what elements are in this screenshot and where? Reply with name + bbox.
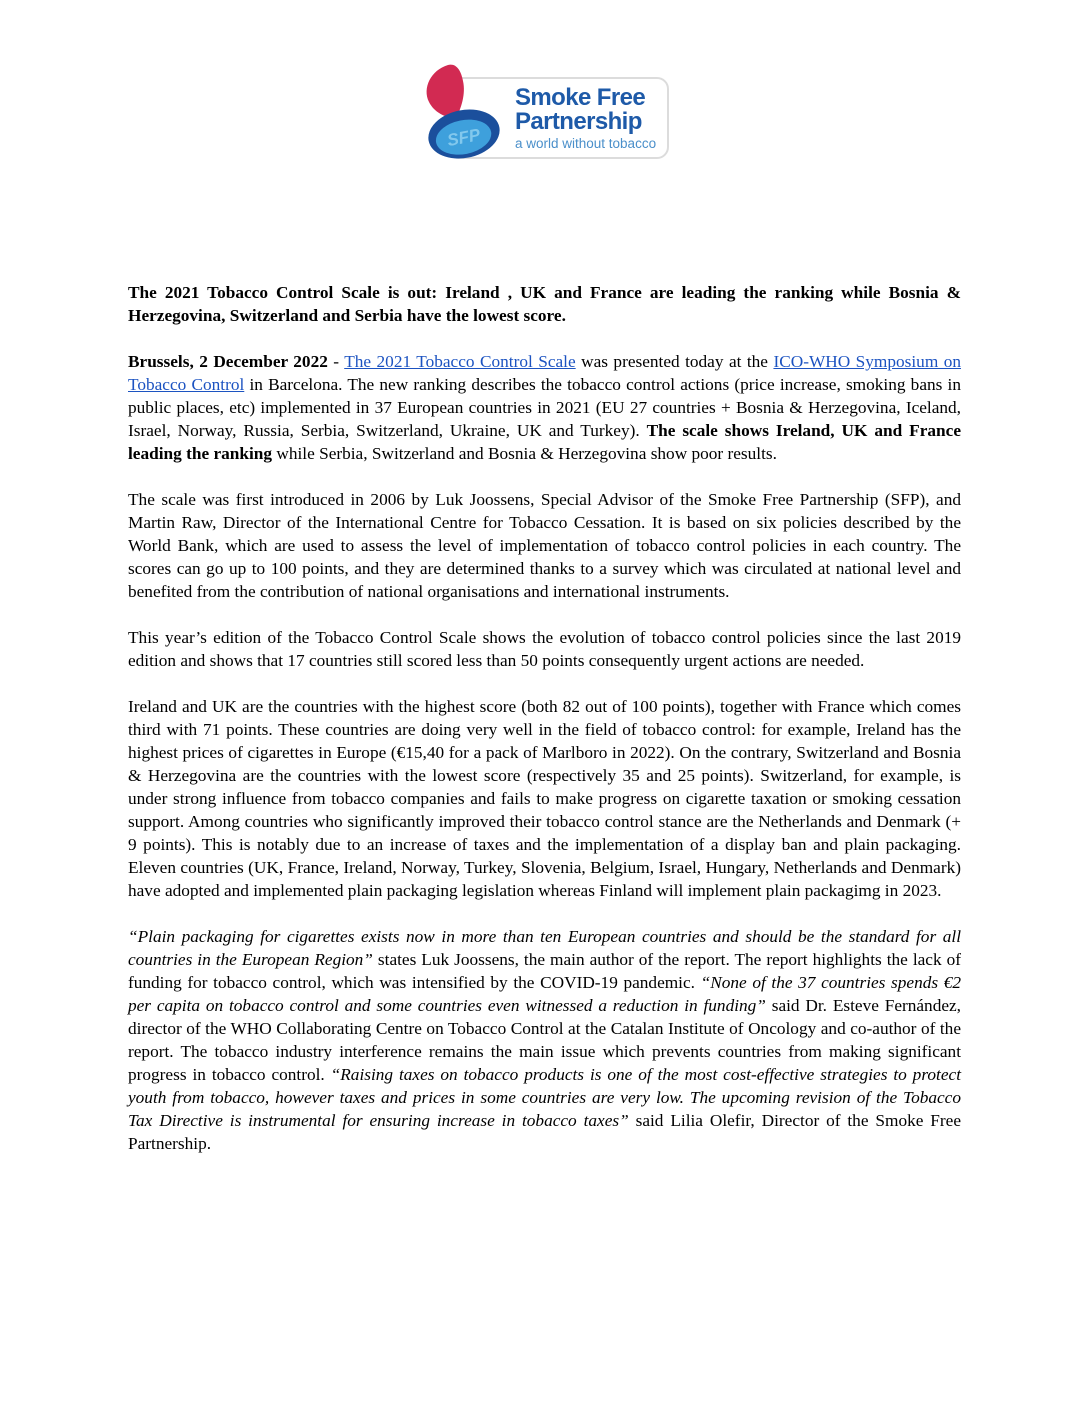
paragraph: [128, 925, 961, 1155]
text-span: while Serbia, Switzerland and Bosnia & Herzegovina show poor results.: [272, 444, 777, 463]
text-span: “None of the 37 countries spends €2 per capita on tobacco control and some countries even witnessed a reduction in funding”: [128, 973, 961, 1015]
sfp-logo: [417, 62, 671, 164]
document-body: [128, 281, 961, 1178]
text-span: “Plain packaging for cigarettes exists now in more than ten European countries and should be the standard for all countries in the European Region”: [128, 927, 961, 969]
text-span: This year’s edition of the Tobacco Control Scale shows the evolution of tobacco control policies since the last 2019 edition and shows that 17 countries still scored less than 50 points consequently urgent actions are needed.: [128, 628, 961, 670]
text-link[interactable]: ICO-WHO Symposium on Tobacco Control: [128, 352, 961, 394]
text-span: said Lilia Olefir, Director of the Smoke Free Partnership.: [128, 1111, 961, 1153]
text-span: Ireland and UK are the countries with the highest score (both 82 out of 100 points), together with France which comes third with 71 points. These countries are doing very well in the field of tobacco control: for example, Ireland has the highest prices of cigarettes in Europe (€15,40 for a pack of Marlboro in 2022). On the contrary, Switzerland and Bosnia & Herzegovina are the countries with the lowest score (respectively 35 and 25 points). Switzerland, for example, is under strong influence from tobacco companies and fails to make progress on cigarette taxation or smoking cessation support. Among countries who significantly improved their tobacco control stance are the Netherlands and Denmark (+ 9 points). This is notably due to an increase of taxes and the implementation of a display ban and plain packaging. Eleven countries (UK, France, Ireland, Norway, Turkey, Slovenia, Belgium, Israel, Hungary, Netherlands and Denmark) have adopted and implemented plain packaging legislation whereas Finland will implement plain packagimg in 2023.: [128, 697, 961, 900]
text-span: was presented today at the: [575, 352, 774, 371]
text-link[interactable]: The 2021 Tobacco Control Scale: [344, 352, 576, 371]
text-span: states Luk Joossens, the main author of the report. The report highlights the lack of funding for tobacco control, which was intensified by the COVID-19 pandemic.: [128, 950, 961, 992]
logo-tagline: a world without tobacco: [515, 135, 657, 151]
document-heading: The 2021 Tobacco Control Scale is out: Ireland , UK and France are leading the ranking while Bosnia & Herzegovina, Switzerland and Serbia have the lowest score.: [128, 283, 961, 325]
paragraphs-container: [128, 350, 961, 1155]
text-span: “Raising taxes on tobacco products is one of the most cost-effective strategies to protect youth from tobacco, however taxes and prices in some countries are very low. The upcoming revision of the Tobacco Tax Directive is instrumental for ensuring increase in tobacco taxes”: [128, 1065, 961, 1130]
text-span: in Barcelona. The new ranking describes the tobacco control actions (price increase, smoking bans in public places, etc) implemented in 37 European countries in 2021 (EU 27 countries + Bosnia & Herzegovina, Iceland, Israel, Norway, Russia, Serbia, Switzerland, Ukraine, UK and Turkey).: [128, 375, 961, 440]
text-span: Brussels, 2 December 2022: [128, 352, 328, 371]
paragraph: [128, 488, 961, 603]
text-span: The scale shows Ireland, UK and France leading the ranking: [128, 421, 961, 463]
text-span: -: [327, 352, 345, 371]
paragraph: [128, 350, 961, 465]
text-span: said Dr. Esteve Fernández, director of the WHO Collaborating Centre on Tobacco Control at the Catalan Institute of Oncology and co-author of the report. The tobacco industry interference remains the main issue which prevents countries from making significant progress in tobacco control.: [128, 996, 961, 1084]
stamp-sfp-text: SFP: [445, 125, 482, 151]
stamp-icon: [417, 62, 509, 162]
logo-title-line1: Smoke Free: [515, 83, 646, 111]
text-span: The scale was first introduced in 2006 by Luk Joossens, Special Advisor of the Smoke Free Partnership (SFP), and Martin Raw, Director of the International Centre for Tobacco Cessation. It is based on six policies described by the World Bank, which are used to assess the level of implementation of tobacco control policies in each country. The scores can go up to 100 points, and they are determined thanks to a survey which was circulated at national level and benefited from the contribution of national organisations and international instruments.: [128, 490, 961, 601]
paragraph: [128, 626, 961, 672]
stamp-handle: [427, 65, 464, 118]
paragraph: [128, 695, 961, 902]
logo-title-line2: Partnership: [515, 107, 642, 135]
